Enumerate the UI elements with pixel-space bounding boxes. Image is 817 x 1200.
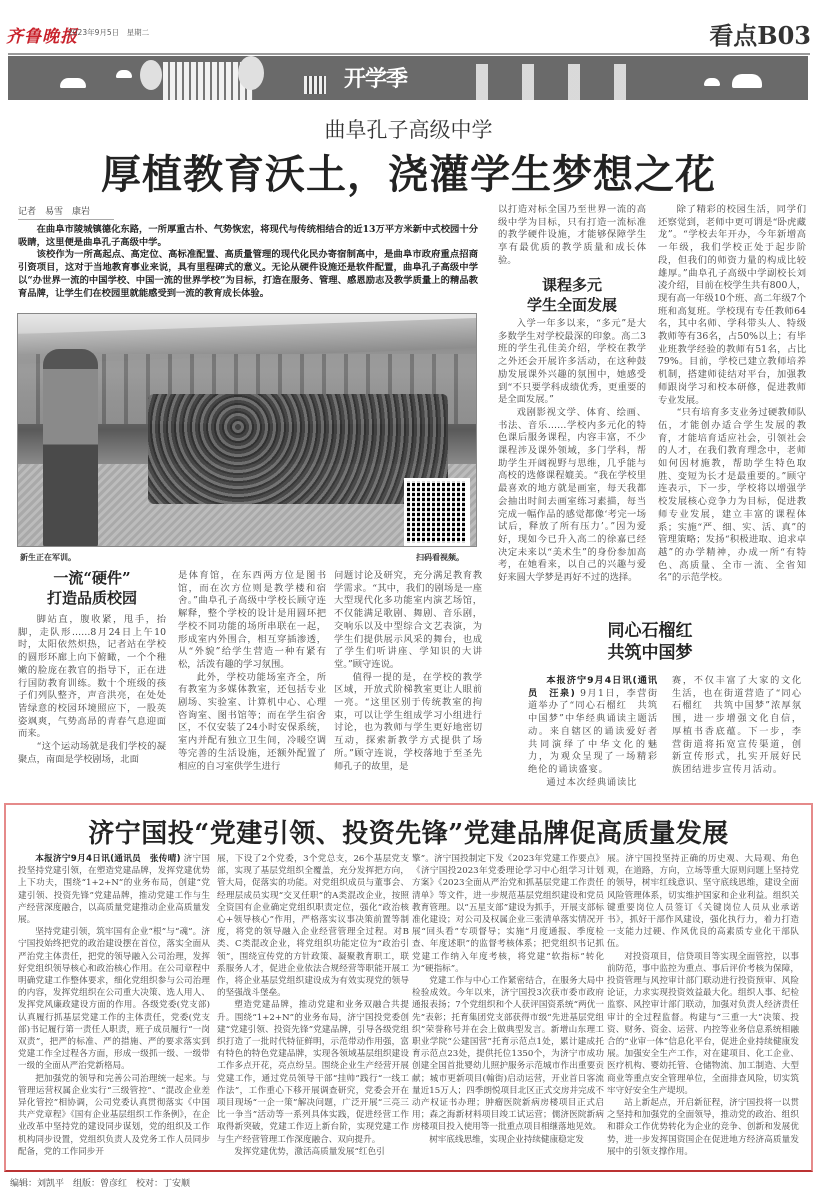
paragraph: 塑造党建品牌，推动党建和业务双融合共提升。围绕“1+2+N”的业务布局，济宁国投党委创建“党建引领、投资先锋”党建品牌，引导各级党组织打造了一批时代特征鲜明，示范带动作用强，富有特色的特色党建品牌，实现各领域基层组织建设工作多点开花，亮点纷呈。围绕企业生产经营开展党建工作，通过党员领导干部“挂帅”践行“一线工作法”，工作重心下移开展调查研究，党委会开在项目现场“一企一策”解决问题，广泛开展“三亮三比一争当”活动等一系列具体实践，促进经营工作取得新突破，党建工作迈上新台阶，实现党建工作与生产经营管理工作深度融合、双向提升。 [217,1000,409,1145]
article-column [498,204,646,268]
cloud-icon [116,70,132,78]
header-rule [8,53,810,55]
page-section-label: 看点B03 [709,21,811,50]
paragraph: 擎”。济宁国投制定下发《2023年党建工作要点》《济宁国投2023年党委理论学习中心组学习计划方案》《2023全面从严治党和抓基层党建工作责任清单》等文件，进一步规范基层党组织建设和党员教育管理。以“五星支部”建设为抓手，开展支部标准化建设；对公司及权属企业三张清单落实情况开展“回头看”专项督导；实施“月度通报、季度检查、年度述职”的监督考核体系；把党组织书记抓党建工作纳入年度考核，将党建“软指标”转化为“硬指标”。 [412,854,604,974]
paragraph: 问题讨论及研究，充分满足教育教学需求。“其中，我们的剧场是一座大型现代化多功能室内演艺场馆，不仅能满足歌剧、舞剧、音乐剧，交响乐以及中型综合文艺表演，为学生们提供展示风采的舞台，也成了学生们听讲座、学知识的大讲堂。”顾守连说。 [334,570,482,670]
tree-icon [238,56,264,90]
paragraph: “这个运动场就是我们学校的凝聚点，南面是学校剧场，北面 [18,741,166,765]
article-kicker: 曲阜孔子高级中学 [324,118,493,142]
paragraph: 对投资项目，信贷项目等实现全面管控，以事前防范，事中监控为重点、事后评价考核为保障，投资管理与风控审计部门联动进行投资预审、风险论证，力求实现投资效益最大化。组织人事、纪检监察、风控审计部门联动，加强对负责人经济责任审计的全过程监督。构建与“三重一大”决策、投资、财务、资金、运营、内控等业务信息系统相融合的“业审一体”信息化平台，促进企业持续健康发展。加强安全生产工作，对在建项目、化工企业、医疗机构、婴幼托管、仓储物流、加工制造、大型商业等重点安全管理单位，全面排查风险，切实筑牢守好安全生产堤坝。 [607,951,799,1096]
article-headline: 厚植教育沃土，浇灌学生梦想之花 [101,151,716,198]
banner-title: 开学季 [344,67,408,92]
paragraph: 此外，学校功能场室齐全，所有教室为多媒体教室，还包括专业剧场、实验室、计算机中心、心理咨询室、图书馆等；而在学生宿舍区，不仅安装了24小时安保系统，室内并配有独立卫生间，冷暖空调等完善的生活设施，还额外配置了相应的自习室供学生进行 [178,671,326,772]
article-column [498,318,646,585]
newspaper-logo: 齐鲁晚报 [6,27,78,47]
paragraph: 党建工作与中心工作紧密结合，在服务大局中检验成效。今年以来，济宁国投3次获市委市政府通报表扬；7个党组织和个人获评国资系统“两优一先”表彰；托育集团党支部获得市级“先进基层党组织”荣誉称号并在会上做典型发言。新增山东理工职业学院“公建国营”托育示范点1处，累计建成托育示范点23处，提供托位1350个，为济宁市成功创建全国首批婴幼儿照护服务示范城市作出重要贡献；城市更新项目(翰街)启动运营，开业首日客流量近15万人；四季朗悦项目北区正式交房并完成不动产权证书办理；肿瘤医院新病房楼项目正式启用；森之海新材料项目竣工试运营；儒济医院新病房楼项目投入使用等一批重点项目相继落地见效。 [412,976,604,1133]
paragraph: 赛，不仅丰富了大家的文化生活，也在街道营造了“同心石榴红 共筑中国梦”浓厚氛围，进一步增强文化自信，厚植书香底蕴。下一步，李营街道将拓宽宣传渠道，创新宣传形式，扎实开展好民族团结进步宣传月活动。 [672,675,802,775]
paragraph: 值得一提的是，在学校的教学区域，开放式阶梯教室更让人眼前一亮。“这里区别于传统教室的拘束，可以让学生组成学习小组进行讨论，也为教师与学生更好地密切互动，探索新教学方式提供了场所。”顾守连说，学校落地于至圣先师孔子的故里，是 [334,671,482,772]
issue-date: 2023年9月5日 星期二 [68,28,150,37]
paragraph: 展，下设了2个党委，3个党总支，26个基层党支部，实现了基层党组织全覆盖，充分发挥把方向，管大局，促落实的功能。对党组织成员与董事会、经理层成员实现“交叉任职”的A类混改企业，按照全资国有企业确定党组织职责定位，强化“政治核心+领导核心”作用，严格落实议事决策前置等制度，将党的领导融入企业经营管理全过程。对B类、C类混改企业，将党组织功能定位为“政治引领”，围绕宣传党的方针政策、凝聚教育职工，联系服务人才，促进企业依法合规经营等职能开展工作，将企业基层党组织建设成为有效实现党的领导的坚强战斗堡垒。 [217,854,409,999]
paragraph: 是体育馆，在东西两方位是图书馆，而在次方位则是教学楼和宿舍。”曲阜孔子高级中学校长顾守连解释，整个学校的设计是用圆环把学校不同功能的场所串联在一起，形成室内外围合，相互穿插渗透，从“外貌”给学生营造一种有紧有松，活泼有趣的学习氛围。 [178,570,326,670]
paragraph: 展。济宁国投坚持正确的历史观、大局观、角色观，在道路，方向，立场等重大原则问题上坚持党的领导，树牢红线意识、坚守底线思维，建设全面风险管理体系，切实维护国家和企业利益。组织关键重要岗位人员签订《关键岗位人员从业承诺书》，抓好干部作风建设，强化执行力，着力打造一支能力过硬、作风优良的高素质专业化干部队伍。 [607,854,799,950]
subheading: 课程多元 学生全面发展 [526,276,617,314]
books-icon [304,76,326,94]
paragraph: 坚持党建引领，筑牢国有企业“根”与“魂”。济宁国投始终把党的政治建设摆在首位，落实全面从严治党主体责任，把党的领导融入公司治理，发挥好党组织领导核心和政治核心作用。在公司章程中明确党建工作整体要求，细化党组织参与公司治理的内容，发挥党组织在公司重大决策、选人用人、发挥党风廉政建设方面的作用。各级党委(党支部)认真履行抓基层党建工作的主体责任，党委(党支部)书记履行第一责任人职责，班子成员履行“一岗双责”，把严的标准、严的措施、严的要求落实到党建工作全过程各方面，形成一级抓一级、一级带一级的全面从严治党新格局。 [18,927,210,1072]
section-banner [8,56,808,100]
masthead [6,16,811,52]
byline-rule [18,219,114,220]
article-headline-2: 同心石榴红 共筑中国梦 [607,621,693,663]
dateline: 本报济宁9月4日讯(通讯员 汪泉) [528,675,658,699]
article-column [18,614,166,766]
dateline: 本报济宁9月4日讯(通讯员 张传晴) [35,854,181,864]
article-column [672,675,802,777]
military-training-photo [17,313,477,547]
cloud-icon [704,78,720,86]
paragraph: 树牢底线思维，实现企业持续健康稳定发 [429,1134,584,1145]
article-column [607,853,799,1158]
paragraph: 发挥党建优势，激活高质量发展“红色引 [234,1146,385,1157]
article-column [334,570,482,773]
article-column [217,853,409,1158]
paragraph: 把加强党的领导和完善公司治理统一起来。与管理运营权属企业实行“三级管控”、“混改企业差异化管控”相协调，公司党委认真贯彻落实《中国共产党章程》《国有企业基层组织工作条例》，在企业改革中坚持党的建设同步谋划，党的组织及工作机构同步设置，党组织负责人及党务工作人员同步配备，党的工作同步开 [18,1073,210,1157]
paragraph: 以打造对标全国乃至世界一流的高级中学为目标，只有打造一流标准的教学硬件设施，才能够保障学生享有最优质的教学质量和成长体验。 [498,204,646,266]
paragraph: 脚站直，腹收紧，甩手，抬脚，走队形……8月24日上午10时，太阳依然炽热，记者站在学校的圆形环廊上向下俯瞰，一个个稚嫩的脸庞在教官的指导下，正在进行国防教育训练。数十个班级的孩子们列队整齐，声音洪亮，在处处皆绿意的校园环境照应下，一股英姿飒爽，气势高昂的青春气息迎面而来。 [18,614,166,740]
article-column [658,204,806,585]
paragraph: “只有培育多支业务过硬教师队伍，才能创办适合学生发展的教育，才能培育适应社会，引领社会的人才，在我们教育理念中，老师如何因材施教，帮助学生特色取胜、变短为长才是最重要的。”顾守连表示，下一步，学校将以增强学校发展核心竞争力为目标，促进教师专业发展，建立丰富的课程体系；实施“严、细、实、活、真”的管理策略；发扬“积极进取、追求卓越”的办学精神，办成一所“有特色、高质量、全市一流、全省知名”的示范学校。 [658,407,806,584]
article-column [528,675,658,789]
paragraph: 在曲阜市陵城镇德化东路，一所厚重古朴、气势恢宏，将现代与传统相结合的近13万平方米新中式校园十分吸睛，这里便是曲阜孔子高级中学。 [18,224,478,248]
student-group [148,394,448,504]
instructor-figure [43,349,98,547]
qr-caption: 扫码看视频。 [416,553,464,562]
article-headline-3: 济宁国投“党建引领、投资先锋”党建品牌促高质量发展 [88,819,729,849]
paragraph [18,853,210,926]
paragraph-text: 济宁国投坚持党建引领，在塑造党建品牌，发挥党建优势上下功夫，围绕“1+2+N”的业务布局，创建“党建引领、投资先锋”党建品牌，推动党建工作与生产经营深度融合，以高质量党建推动企业高质量发展。 [18,854,210,926]
paragraph: 站上新起点，开启新征程，济宁国投将一以贯之坚持和加强党的全面领导，推动党的政治、组织和群众工作优势转化为企业的竞争、创新和发展优势，进一步发挥国资国企在促进地方经济高质量发展中的引领支撑作用。 [607,1098,799,1157]
tree-icon [140,60,162,90]
paragraph-text: 9月1日，李营街道举办了“同心石榴红 共筑中国梦”中华经典诵读主题活动。来自辖区的诵读爱好者共同演绎了中华文化的魅力，为观众呈现了一场精彩绝伦的诵读盛宴。 [528,687,659,775]
featured-article-box [4,803,813,1172]
paragraph [528,675,658,777]
paragraph: 入学一年多以来，“多元”是大多数学生对学校最深的印象。高二3班的学生孔佳美介绍，学校在教学之外还会开展许多活动，在这种鼓励发展课外兴趣的氛围中，她感受到“不只要学科成绩优秀，更重要的是全面发展。” [498,318,646,406]
lead-paragraphs [18,224,478,300]
byline: 记者 易雪 康岩 [18,207,91,217]
paragraph: 除了精彩的校园生活，同学们还察觉到，老师中更可谓是“卧虎藏龙”。“学校去年开办，今年新增高一年级，我们学校正处于起步阶段，但我们的师资力量的构成比较雄厚。”曲阜孔子高级中学副校长刘凌介绍，目前在校学生共有800人，现有高一年级10个班、高二年级7个班和高复班。学校现有专任教师64名，其中名师、学科带头人、特级教师等有36名，占50%以上；有毕业班教学经验的教师有51名，占比79%。目前，学校已建立教师培养机制，搭建师徒结对平台，加强教师跟岗学习和校本研修，促进教师专业发展。 [658,204,806,406]
article-column [18,853,210,1158]
cloud-icon [60,78,86,88]
qr-code[interactable] [404,478,470,546]
article-column [178,570,326,773]
photo-caption: 新生正在军训。 [20,553,76,562]
students-illustration [458,64,658,100]
paragraph: 戏剧影视文学、体育、绘画、书法、音乐……学校内多元化的特色课后服务课程，内容丰富，不少课程涉及课外领域，多门学科，帮助学生开阔视野与思维，几乎能与高校的选修课程媲美。“我在学校里最喜欢的地方就是画室，每天我都会抽出时间去画室练习素描，每当完成一幅作品的感觉都像‘考完一场试后，释放了所有压力’。”因为爱好，现如今已升入高二的徐嘉已经决定未来以“美术生”的身份参加高考，在她看来，以自己的兴趣与爱好来圆大学梦是再好不过的选择。 [498,406,646,584]
paragraph: 该校作为一所高起点、高定位、高标准配置、高质量管理的现代化民办寄宿制高中，是曲阜市政府重点招商引资项目，这对于当地教育事业来说，具有里程碑式的意义。无论从硬件设施还是软件配置，曲阜孔子高级中学以“办世界一流的中国学校、中国一流的世界学校”为目标，打造在服务、管理、感恩励志及教学质量上的精品教育品牌，让学生们在校园里就能感受到一流的教育成长体验。 [18,249,478,299]
cloud-icon [732,74,762,88]
editor-credits: 编辑：刘凯平 组版：曾彦红 校对：丁安顺 [10,1179,191,1189]
article-column [412,853,604,1146]
subheading: 一流“硬件” 打造品质校园 [46,569,137,607]
paragraph: 通过本次经典诵读比 [546,776,638,788]
